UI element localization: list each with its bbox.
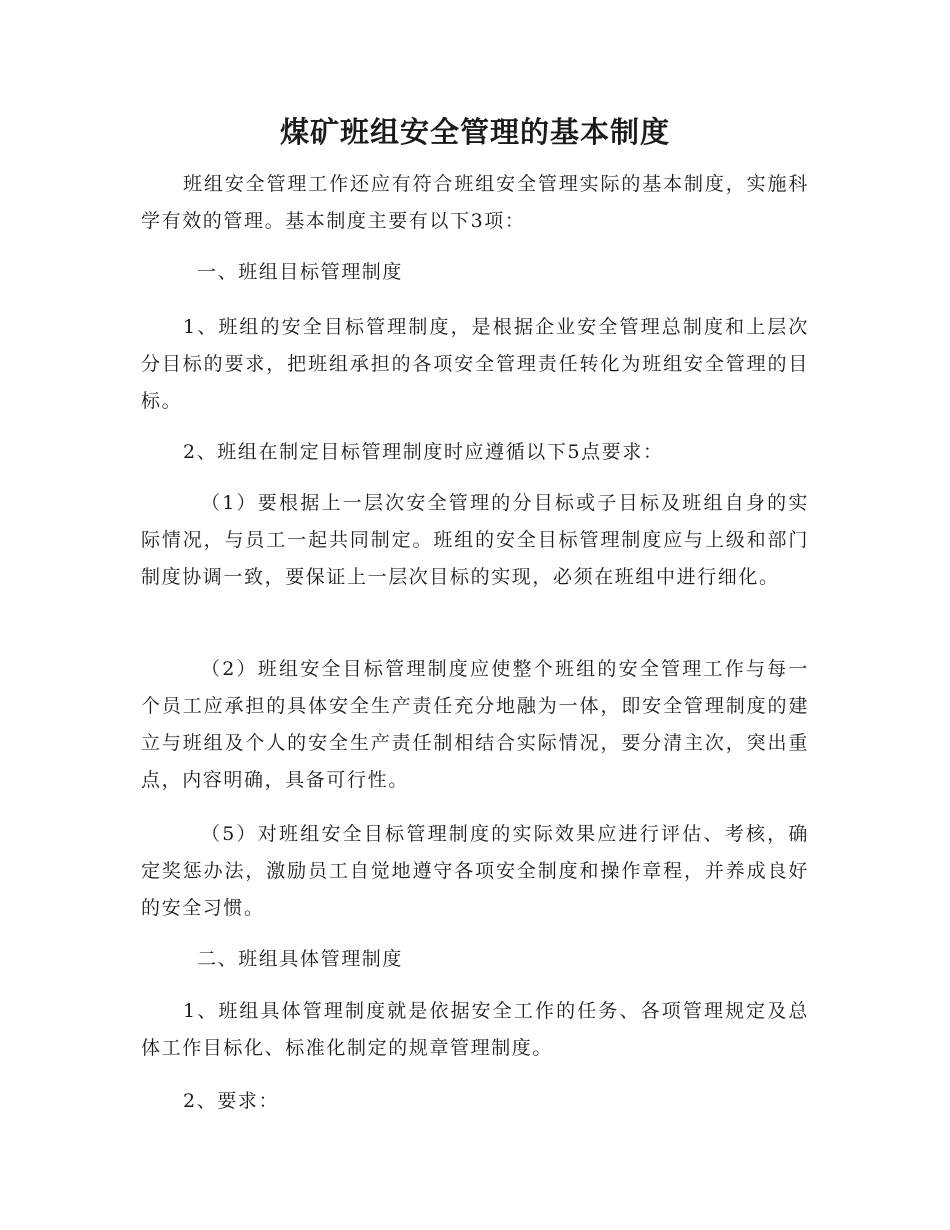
paragraph-1-1: 1、班组的安全目标管理制度，是根据企业安全管理总制度和上层次分目标的要求，把班组承担的各项安全管理责任转化为班组安全管理的目标。: [141, 316, 809, 412]
sub-item-5: （5）对班组安全目标管理制度的实际效果应进行评估、考核，确定奖惩办法，激励员工自觉地遵守各项安全制度和操作章程，并养成良好的安全习惯。: [141, 823, 809, 919]
document-title: 煤矿班组安全管理的基本制度: [279, 115, 670, 149]
section-heading-2: 二、班组具体管理制度: [197, 948, 404, 970]
paragraph-2-1: 1、班组具体管理制度就是依据安全工作的任务、各项管理规定及总体工作目标化、标准化制定的规章管理制度。: [141, 1000, 809, 1059]
sub-item-1: （1）要根据上一层次安全管理的分目标或子目标及班组自身的实际情况，与员工一起共同制定。班组的安全目标管理制度应与上级和部门制度协调一致，要保证上一层次目标的实现，必须在班组中进行细化。: [141, 492, 809, 588]
paragraph-1-2: 2、班组在制定目标管理制度时应遵循以下5点要求：: [183, 441, 664, 463]
intro-paragraph: 班组安全管理工作还应有符合班组安全管理实际的基本制度，实施科学有效的管理。基本制度主要有以下3项：: [141, 173, 809, 232]
sub-item-2: （2）班组安全目标管理制度应使整个班组的安全管理工作与每一个员工应承担的具体安全生产责任充分地融为一体，即安全管理制度的建立与班组及个人的安全生产责任制相结合实际情况，要分清主次，突出重点，内容明确，具备可行性。: [141, 658, 809, 791]
section-heading-1: 一、班组目标管理制度: [197, 261, 404, 283]
paragraph-2-2: 2、要求：: [183, 1090, 280, 1112]
